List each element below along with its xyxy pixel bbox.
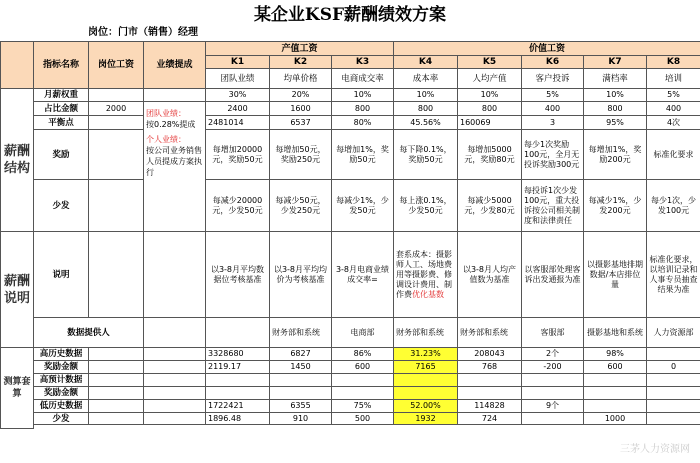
kcode-cell: K5: [458, 56, 522, 69]
high-forecast-label: 高预计数据: [34, 374, 89, 387]
reward-amt1-k: -200: [522, 361, 584, 374]
value-salary-group: 产值工资: [206, 42, 394, 56]
reward-amt1-k: 0: [647, 361, 700, 374]
provider-label: 数据提供人: [34, 318, 144, 348]
hist-high-base: [89, 348, 144, 361]
reward-amt1-k: 768: [458, 361, 522, 374]
deduct-label: 少发: [34, 180, 89, 232]
high-forecast-k4: [394, 374, 458, 387]
provider-k: 电商部: [332, 318, 394, 348]
kname-cell: 培训: [647, 69, 700, 89]
reward-label: 奖励: [34, 130, 89, 180]
provider-k: [206, 318, 270, 348]
hist-low-k: 1722421: [206, 400, 270, 413]
hist-high-k: 86%: [332, 348, 394, 361]
deduct-amt-base: [89, 413, 144, 425]
table-tail: [34, 425, 700, 429]
reward-amt1-k: 1450: [270, 361, 332, 374]
amount-base: 2000: [89, 102, 144, 116]
value-target-group: 价值工资: [394, 42, 700, 56]
hist-low-k: 52.00%: [394, 400, 458, 413]
salary-structure-label: 薪酬结构: [1, 89, 34, 232]
calc-label: 测算套算: [1, 348, 34, 429]
deduct-amt-k: 1000: [584, 413, 647, 425]
hist-low-k: [584, 400, 647, 413]
desc-k: 以3-8月平均均价为考核基准: [270, 232, 332, 318]
deduct-amt-k: 500: [332, 413, 394, 425]
corner-cell: [1, 42, 34, 89]
kcode-cell: K8: [647, 56, 700, 69]
deduct-k: 每减少5000元，少发80元: [458, 180, 522, 232]
hist-high-k: 31.23%: [394, 348, 458, 361]
amount-k: 400: [647, 102, 700, 116]
deduct-amt-k: [522, 413, 584, 425]
amount-k: 800: [394, 102, 458, 116]
desc-k4-text: 套系成本：摄影师人工、场地费用等摄影费、修调设计费用、制作费: [396, 249, 452, 299]
kname-cell: 人均产值: [458, 69, 522, 89]
reward-k: 每少1次奖励100元，全月无投诉奖励300元: [522, 130, 584, 180]
amount-k: 800: [458, 102, 522, 116]
balance-k: 3: [522, 116, 584, 130]
reward-k: 每增加50元，奖励250元: [270, 130, 332, 180]
weight-k: 20%: [270, 89, 332, 102]
deduct-k: 每少1次，少发100元: [647, 180, 700, 232]
deduct-amt-label: 少发: [34, 413, 89, 425]
kcode-cell: K7: [584, 56, 647, 69]
commission-team-rate: 按0.28%提成: [146, 120, 196, 129]
desc-k4: [394, 232, 458, 318]
amount-k: 2400: [206, 102, 270, 116]
deduct-amt-k: 910: [270, 413, 332, 425]
deduct-k: 每减少1%，少发200元: [584, 180, 647, 232]
balance-k: 6537: [270, 116, 332, 130]
hist-low-k: [647, 400, 700, 413]
reward-k: 每增加20000元，奖励50元: [206, 130, 270, 180]
desc-label: 说明: [34, 232, 89, 318]
reward-amt1-k: 2119.17: [206, 361, 270, 374]
commission-cell: [144, 102, 206, 232]
weight-k: 5%: [522, 89, 584, 102]
provider-k: 客服部: [522, 318, 584, 348]
deduct-k: 每投诉1次少发100元，重大投诉按公司相关制度和法律责任: [522, 180, 584, 232]
reward-amt2-label: 奖励金额: [34, 387, 89, 400]
desc-k: 以摄影基地排期数据/本店排位量: [584, 232, 647, 318]
weight-k: 10%: [584, 89, 647, 102]
balance-label: 平衡点: [34, 116, 89, 130]
commission-personal-rule: 按公司业务销售人员提成方案执行: [146, 146, 202, 177]
reward-k: 每增加1%，奖励50元: [332, 130, 394, 180]
deduct-amt-k: 724: [458, 413, 522, 425]
commission-personal-label: 个人业绩：: [146, 135, 186, 144]
reward-amt1-k: 600: [584, 361, 647, 374]
deduct-amt-k: 1896.48: [206, 413, 270, 425]
weight-base: [89, 89, 144, 102]
weight-k: 10%: [458, 89, 522, 102]
kcode-cell: K3: [332, 56, 394, 69]
provider-k: 财务部和系统: [270, 318, 332, 348]
reward-base: [89, 130, 144, 180]
hist-low-commission: [144, 400, 206, 413]
weight-commission: [144, 89, 206, 102]
commission-header: 业绩提成: [144, 42, 206, 89]
desc-k: 标准化要求，以培训记录和人事专员抽查结果为准: [647, 232, 700, 318]
reward-k: 每下降0.1%，奖励50元: [394, 130, 458, 180]
deduct-base: [89, 180, 144, 232]
salary-desc-label: 薪酬说明: [1, 232, 34, 348]
watermark: 三茅人力资源网: [620, 444, 690, 455]
reward-k: 每增加5000元，奖励80元: [458, 130, 522, 180]
weight-label: 月薪权重: [34, 89, 89, 102]
desc-commission: [144, 232, 206, 318]
reward-amt2-k4: [394, 387, 458, 400]
kname-cell: 电商成交率: [332, 69, 394, 89]
hist-high-k: [647, 348, 700, 361]
hist-low-k: 6355: [270, 400, 332, 413]
page-title: 某企业KSF薪酬绩效方案: [253, 5, 447, 25]
hist-high-k: 2个: [522, 348, 584, 361]
reward-amt1-k: 7165: [394, 361, 458, 374]
kname-cell: 团队业绩: [206, 69, 270, 89]
hist-high-k: 208043: [458, 348, 522, 361]
balance-k: 160069: [458, 116, 522, 130]
kname-cell: 满档率: [584, 69, 647, 89]
provider-commission: [144, 318, 206, 348]
desc-k: 以客服部处理客诉出发通报为准: [522, 232, 584, 318]
reward-amt1-label: 奖励金额: [34, 361, 89, 374]
reward-amt1-commission: [144, 361, 206, 374]
hist-low-k: 9个: [522, 400, 584, 413]
hist-low-k: 75%: [332, 400, 394, 413]
commission-team-label: 团队业绩：: [146, 109, 186, 118]
balance-k: 4次: [647, 116, 700, 130]
reward-k: 标准化要求: [647, 130, 700, 180]
provider-k: 摄影基地和系统: [584, 318, 647, 348]
kcode-cell: K4: [394, 56, 458, 69]
desc-k4-red: 优化基数: [412, 289, 444, 299]
balance-base: [89, 116, 144, 130]
amount-label: 占比金额: [34, 102, 89, 116]
desc-k: 3-8月电商业绩成交率=: [332, 232, 394, 318]
provider-k: 财务部和系统: [458, 318, 522, 348]
hist-low-k: 114828: [458, 400, 522, 413]
kname-cell: 均单价格: [270, 69, 332, 89]
weight-k: 30%: [206, 89, 270, 102]
amount-k: 400: [522, 102, 584, 116]
deduct-k: 每减少50元，少发250元: [270, 180, 332, 232]
reward-amt1-base: [89, 361, 144, 374]
amount-k: 1600: [270, 102, 332, 116]
balance-k: 2481014: [206, 116, 270, 130]
weight-k: 10%: [394, 89, 458, 102]
indicator-header: 指标名称: [34, 42, 89, 89]
desc-k: 以3-8月平均数据位考核基准: [206, 232, 270, 318]
kcode-cell: K6: [522, 56, 584, 69]
desc-base: [89, 232, 144, 318]
deduct-amt-k: [647, 413, 700, 425]
ksf-table: [0, 41, 700, 429]
amount-k: 800: [332, 102, 394, 116]
deduct-k: 每减少1%，少发50元: [332, 180, 394, 232]
deduct-amt-commission: [144, 413, 206, 425]
amount-k: 800: [584, 102, 647, 116]
hist-low-label: 低历史数据: [34, 400, 89, 413]
deduct-k: 每上涨0.1%，少发50元: [394, 180, 458, 232]
hist-high-k: 6827: [270, 348, 332, 361]
hist-high-label: 高历史数据: [34, 348, 89, 361]
balance-k: 80%: [332, 116, 394, 130]
hist-high-k: 3328680: [206, 348, 270, 361]
hist-low-base: [89, 400, 144, 413]
kcode-cell: K2: [270, 56, 332, 69]
weight-k: 5%: [647, 89, 700, 102]
deduct-amt-k: 1932: [394, 413, 458, 425]
kcode-cell: K1: [206, 56, 270, 69]
deduct-k: 每减少20000元，少发50元: [206, 180, 270, 232]
desc-k: 以3-8月人均产值数为基准: [458, 232, 522, 318]
kname-cell: 成本率: [394, 69, 458, 89]
hist-high-k: 98%: [584, 348, 647, 361]
position-label: 岗位：门市（销售）经理: [88, 27, 198, 38]
provider-k: 财务部和系统: [394, 318, 458, 348]
hist-high-commission: [144, 348, 206, 361]
reward-amt1-k: 600: [332, 361, 394, 374]
balance-k: 45.56%: [394, 116, 458, 130]
balance-k: 95%: [584, 116, 647, 130]
provider-k: 人力资源部: [647, 318, 700, 348]
reward-k: 每增加1%，奖励200元: [584, 130, 647, 180]
base-salary-header: 岗位工资: [89, 42, 144, 89]
kname-cell: 客户投诉: [522, 69, 584, 89]
weight-k: 10%: [332, 89, 394, 102]
